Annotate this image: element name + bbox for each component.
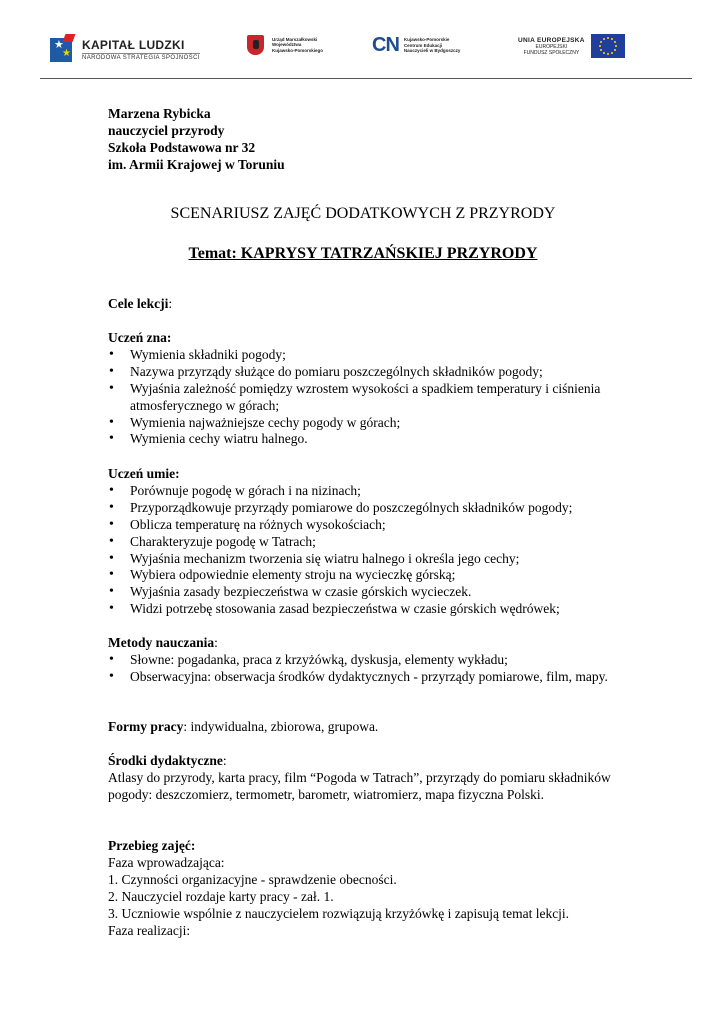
eu-line-3: FUNDUSZ SPOŁECZNY [523, 49, 580, 56]
kapital-ludzki-subtitle: NARODOWA STRATEGIA SPÓJNOŚCI [82, 54, 200, 61]
goals-heading: Cele lekcji [108, 296, 169, 311]
urzad-line-1: Urząd Marszałkowski [272, 36, 318, 42]
knows-list [108, 347, 628, 448]
list-item: • Słowne: pogadanka, praca z krzyżówką, dyskusja, elementy wykładu; [108, 652, 628, 669]
eu-logo [518, 34, 625, 58]
kapital-ludzki-logo-icon: ★ ★ [50, 34, 76, 64]
author-school: Szkoła Podstawowa nr 32 [108, 139, 256, 155]
kapital-ludzki-logo [50, 34, 200, 64]
aids-colon: : [222, 753, 227, 768]
forms-heading: Formy pracy [108, 719, 184, 734]
aids-section [108, 753, 628, 804]
document-title: SCENARIUSZ ZAJĘĆ DODATKOWYCH Z PRZYRODY [170, 205, 556, 222]
list-item: • Przyporządkowuje przyrządy pomiarowe do poszczególnych składników pogody; [108, 500, 628, 517]
coat-of-arms-icon [245, 34, 267, 56]
document-topic: Temat: KAPRYSY TATRZAŃSKIEJ PRZYRODY [188, 245, 538, 262]
methods-section [108, 635, 628, 686]
can-section [108, 466, 628, 618]
kapital-ludzki-title: KAPITAŁ LUDZKI [82, 37, 185, 52]
course-line: Faza wprowadzająca: [108, 854, 225, 870]
header-divider [40, 78, 692, 79]
goals-colon: : [168, 296, 173, 311]
can-list [108, 483, 628, 618]
list-item: • Wyjaśnia mechanizm tworzenia się wiatru halnego i określa jego cechy; [108, 551, 628, 568]
document-body [108, 106, 628, 938]
eu-line-2: EUROPEJSKI [535, 43, 568, 50]
urzad-line-2: Województwa [272, 42, 302, 48]
eu-line-1: UNIA EUROPEJSKA [518, 36, 585, 44]
page-header [40, 26, 692, 78]
course-section [108, 838, 628, 939]
aids-text: Atlasy do przyrody, karta pracy, film “Pogoda w Tatrach”, przyrządy do pomiaru składników pogody: deszczomierz, termometr, barometr, wiatromierz, mapa fizyczna Polski. [108, 769, 611, 802]
list-item: • Wymienia najważniejsze cechy pogody w górach; [108, 415, 628, 432]
author-school-name: im. Armii Krajowej w Toruniu [108, 156, 285, 172]
methods-list [108, 652, 628, 686]
cen-logo [372, 34, 460, 57]
aids-heading: Środki dydaktyczne [108, 753, 223, 768]
course-line: Faza realizacji: [108, 922, 191, 938]
urzad-marszalkowski-logo [245, 34, 323, 56]
list-item: • Wymienia składniki pogody; [108, 347, 628, 364]
forms-text: : indywidualna, zbiorowa, grupowa. [183, 719, 379, 734]
course-heading: Przebieg zajęć: [108, 838, 196, 853]
author-name: Marzena Rybicka [108, 106, 211, 121]
list-item: • Charakteryzuje pogodę w Tatrach; [108, 534, 628, 551]
urzad-line-3: Kujawsko-Pomorskiego [272, 47, 324, 53]
list-item: • Widzi potrzebę stosowania zasad bezpieczeństwa w czasie górskich wędrówek; [108, 601, 628, 618]
knows-section [108, 330, 628, 448]
list-item: • Wyjaśnia zależność pomiędzy wzrostem wysokości a spadkiem temperatury i ciśnienia atmosferycznego w górach; [108, 381, 628, 415]
methods-colon: : [214, 635, 218, 650]
eu-flag-icon [591, 34, 625, 58]
course-line: 2. Nauczyciel rozdaje karty pracy - zał. 1. [108, 888, 334, 904]
list-item: • Oblicza temperaturę na różnych wysokościach; [108, 517, 628, 534]
author-block [108, 106, 628, 174]
knows-heading: Uczeń zna: [108, 330, 172, 345]
can-heading: Uczeń umie: [108, 466, 180, 481]
list-item: • Porównuje pogodę w górach i na nizinach; [108, 483, 628, 500]
cen-line-3: Nauczycieli w Bydgoszczy [403, 48, 461, 54]
cn-logo-icon: CN [372, 34, 399, 56]
course-line: 1. Czynności organizacyjne - sprawdzenie obecności. [108, 871, 397, 887]
forms-section [108, 719, 628, 736]
author-role: nauczyciel przyrody [108, 122, 225, 138]
list-item: • Obserwacyjna: obserwacja środków dydaktycznych - przyrządy pomiarowe, film, mapy. [108, 669, 628, 686]
cen-line-2: Centrum Edukacji [403, 42, 443, 48]
course-line: 3. Uczniowie wspólnie z nauczycielem rozwiązują krzyżówkę i zapisują temat lekcji. [108, 905, 570, 921]
methods-heading: Metody nauczania [108, 635, 215, 650]
cen-line-1: Kujawsko-Pomorskie [403, 37, 450, 43]
list-item: • Nazywa przyrządy służące do pomiaru poszczególnych składników pogody; [108, 364, 628, 381]
goals-label [108, 296, 628, 313]
list-item: • Wymienia cechy wiatru halnego. [108, 431, 628, 448]
list-item: • Wybiera odpowiednie elementy stroju na wycieczkę górską; [108, 567, 628, 584]
list-item: • Wyjaśnia zasady bezpieczeństwa w czasie górskich wycieczek. [108, 584, 628, 601]
